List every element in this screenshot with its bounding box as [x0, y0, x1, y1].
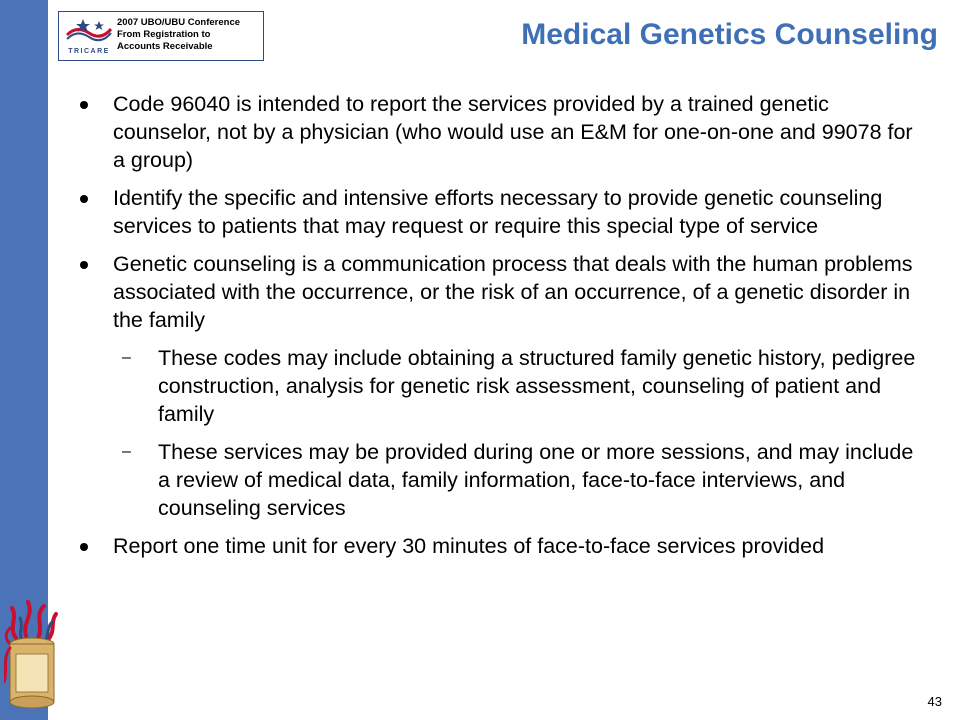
dash-icon: –: [122, 349, 131, 366]
tricare-logo-icon: [63, 15, 115, 57]
bullet-text: Report one time unit for every 30 minutes of face-to-face services provided: [113, 534, 825, 558]
bullet-text: Genetic counseling is a communication process that deals with the human problems associated with the occurrence, or the risk of an occurrence, of a genetic disorder in the family: [113, 252, 913, 332]
bullet-item: [78, 532, 928, 560]
bullet-item: [78, 184, 928, 240]
whole-can-of-worms-icon: [4, 598, 60, 710]
bullet-dot-icon: [80, 543, 88, 551]
sub-bullet-item: [78, 344, 928, 428]
page-number: 43: [927, 694, 942, 709]
conference-title: 2007 UBO/UBU Conference: [117, 17, 241, 28]
bullet-dot-icon: [80, 195, 88, 203]
bullet-dot-icon: [80, 261, 88, 269]
dash-icon: –: [122, 443, 131, 460]
bullet-text: Identify the specific and intensive efforts necessary to provide genetic counseling services to patients that may request or require this special type of service: [113, 186, 883, 238]
conference-subtitle-line2: Accounts Receivable: [117, 41, 213, 52]
bullet-item: [78, 90, 928, 174]
bullet-text: Code 96040 is intended to report the services provided by a trained genetic counselor, not by a physician (who would use an E&M for one-on-one and 99078 for a group): [113, 92, 913, 172]
tricare-logo-text: TRICARE: [68, 48, 110, 55]
sub-bullet-text: These services may be provided during one or more sessions, and may include a review of medical data, family information, face-to-face interviews, and counseling services: [158, 440, 914, 520]
conference-header: [58, 11, 264, 61]
sub-bullet-item: [78, 438, 928, 522]
slide-content: [78, 90, 928, 570]
slide-title: Medical Genetics Counseling: [521, 18, 938, 51]
sub-bullet-text: These codes may include obtaining a structured family genetic history, pedigree construction, analysis for genetic risk assessment, counseling of patient and family: [158, 346, 916, 426]
conference-subtitle-line1: From Registration to: [117, 29, 211, 40]
bullet-dot-icon: [80, 101, 88, 109]
bullet-item: [78, 250, 928, 334]
